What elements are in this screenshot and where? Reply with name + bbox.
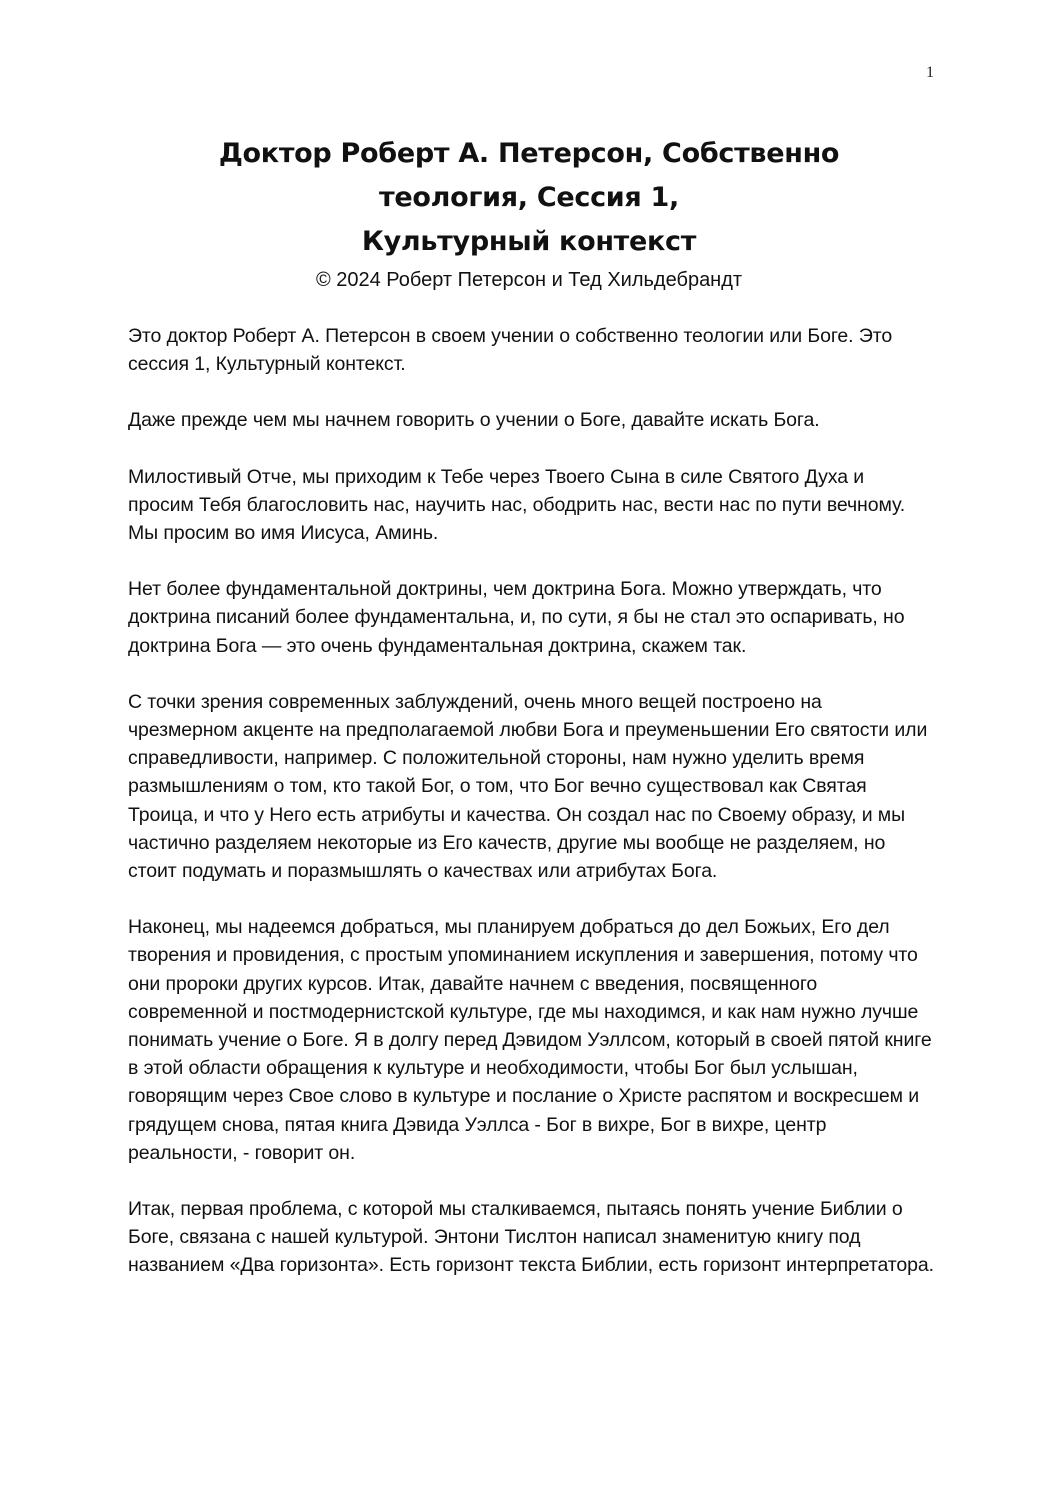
title-line: Культурный контекст bbox=[361, 226, 697, 257]
title-block bbox=[130, 132, 928, 294]
paragraph: С точки зрения современных заблуждений, очень много вещей построено на чрезмерном акценте на предполагаемой любви Бога и преуменьшении Его святости или справедливости, например. С положительной стороны, нам нужно уделить время размышлениям о том, кто такой Бог, о том, что Бог вечно существовал как Святая Троица, и что у Него есть атрибуты и качества. Он создал нас по Своему образу, и мы частично разделяем некоторые из Его качеств, другие мы вообще не разделяем, но стоит подумать и поразмышлять о качествах или атрибутах Бога. bbox=[128, 690, 928, 883]
title-line: Доктор Роберт А. Петерсон, Собственно bbox=[218, 138, 840, 169]
paragraph: Итак, первая проблема, с которой мы сталкиваемся, пытаясь понять учение Библии о Боге, связана с нашей культурой. Энтони Тислтон написал знаменитую книгу под названием «Два горизонта». Есть горизонт текста Библии, есть горизонт интерпретатора. bbox=[128, 1198, 934, 1277]
body-text bbox=[128, 322, 934, 1308]
document-title bbox=[130, 132, 928, 264]
paragraph: Наконец, мы надеемся добраться, мы планируем добраться до дел Божьих, Его дел творения и провидения, с простым упоминанием искупления и завершения, потому что они пророки других курсов. Итак, давайте начнем с введения, посвященного современной и постмодернистской культуре, где мы находимся, и как нам нужно лучше понимать учение о Боге. Я в долгу перед Дэвидом Уэллсом, который в своей пятой книге в этой области обращения к культуре и необходимости, чтобы Бог был услышан, говорящим через Свое слово в культуре и послание о Христе распятом и воскресшем и грядущем снова, пятая книга Дэвида Уэллса - Бог в вихре, Бог в вихре, центр реальности, - говорит он. bbox=[128, 916, 932, 1164]
paragraph: Милостивый Отче, мы приходим к Тебе через Твоего Сына в силе Святого Духа и просим Тебя благословить нас, научить нас, ободрить нас, вести нас по пути вечному. Мы просим во имя Иисуса, Аминь. bbox=[128, 465, 906, 545]
copyright-line: © 2024 Роберт Петерсон и Тед Хильдебрандт bbox=[315, 269, 743, 291]
page-number: 1 bbox=[926, 64, 934, 81]
title-line: теология, Сессия 1, bbox=[379, 182, 679, 213]
paragraph: Это доктор Роберт А. Петерсон в своем учении о собственно теологии или Боге. Это сессия 1, Культурный контекст. bbox=[128, 325, 893, 376]
paragraph: Нет более фундаментальной доктрины, чем доктрина Бога. Можно утверждать, что доктрина писаний более фундаментальна, и, по сути, я бы не стал это оспаривать, но доктрина Бога — это очень фундаментальная доктрина, скажем так. bbox=[128, 578, 905, 657]
paragraph: Даже прежде чем мы начнем говорить о учении о Боге, давайте искать Бога. bbox=[128, 409, 820, 432]
